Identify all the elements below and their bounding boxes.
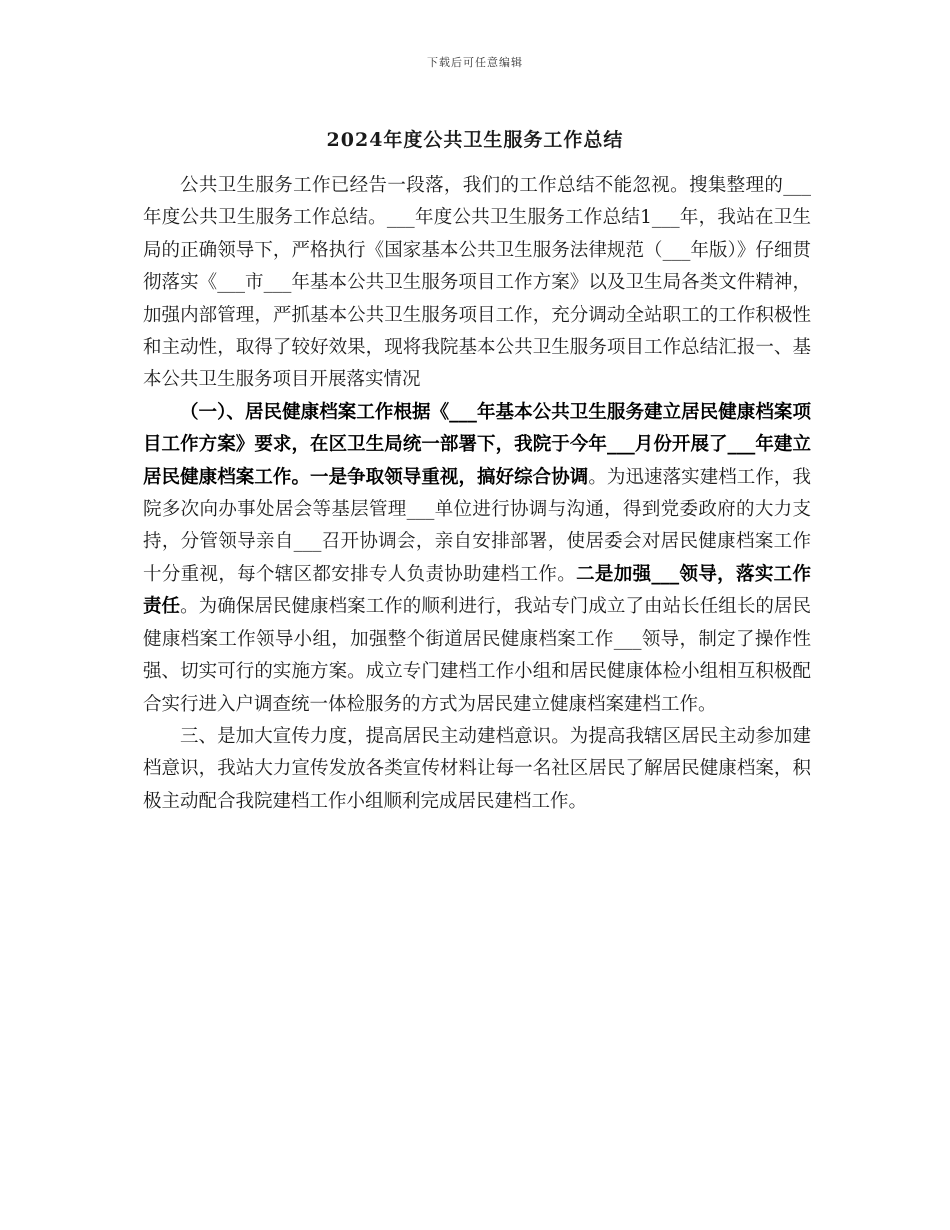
- document-body: [143, 170, 811, 818]
- paragraph-intro: 公共卫生服务工作已经告一段落，我们的工作总结不能忽视。搜集整理的___年度公共卫生服务工作总结。___年度公共卫生服务工作总结1___年，我站在卫生局的正确领导下，严格执行《国家基本公共卫生服务法律规范（___年版）》仔细贯彻落实《___市___年基本公共卫生服务项目工作方案》以及卫生局各类文件精神，加强内部管理，严抓基本公共卫生服务项目工作，充分调动全站职工的工作积极性和主动性，取得了较好效果，现将我院基本公共卫生服务项目工作总结汇报一、基本公共卫生服务项目开展落实情况: [143, 175, 811, 391]
- document-title: 2024年度公共卫生服务工作总结: [326, 129, 624, 151]
- paragraph-publicity: 三、是加大宣传力度，提高居民主动建档意识。为提高我辖区居民主动参加建档意识，我站大力宣传发放各类宣传材料让每一名社区居民了解居民健康档案，积极主动配合我院建档工作小组顺利完成居民建档工作。: [143, 725, 811, 812]
- bold-section-heading: （一）、居民健康档案工作根据《___年基本公共卫生服务建立居民健康档案项目工作方案》要求，在区卫生局统一部署下，我院于今年___月份开展了___年建立居民健康档案工作。一是争取领导重视，搞好综合协调: [143, 401, 811, 488]
- bold-point-heading: 二是加强___领导，落实工作责任: [143, 563, 811, 618]
- header-note: 下载后可任意编辑: [427, 56, 523, 69]
- paragraph-health-records: [143, 397, 811, 721]
- paragraph-text: 。为迅速落实建档工作，我院多次向办事处居会等基层管理___单位进行协调与沟通，得到党委政府的大力支持，分管领导亲自___召开协调会，亲自安排部署，使居委会对居民健康档案工作十分重视，每个辖区都安排专人负责协助建档工作。: [143, 466, 811, 585]
- paragraph-text: 。为确保居民健康档案工作的顺利进行，我站专门成立了由站长任组长的居民健康档案工作领导小组，加强整个街道居民健康档案工作___领导，制定了操作性强、切实可行的实施方案。成立专门建档工作小组和居民健康体检小组相互积极配合实行进入户调查统一体检服务的方式为居民建立健康档案建档工作。: [143, 596, 811, 715]
